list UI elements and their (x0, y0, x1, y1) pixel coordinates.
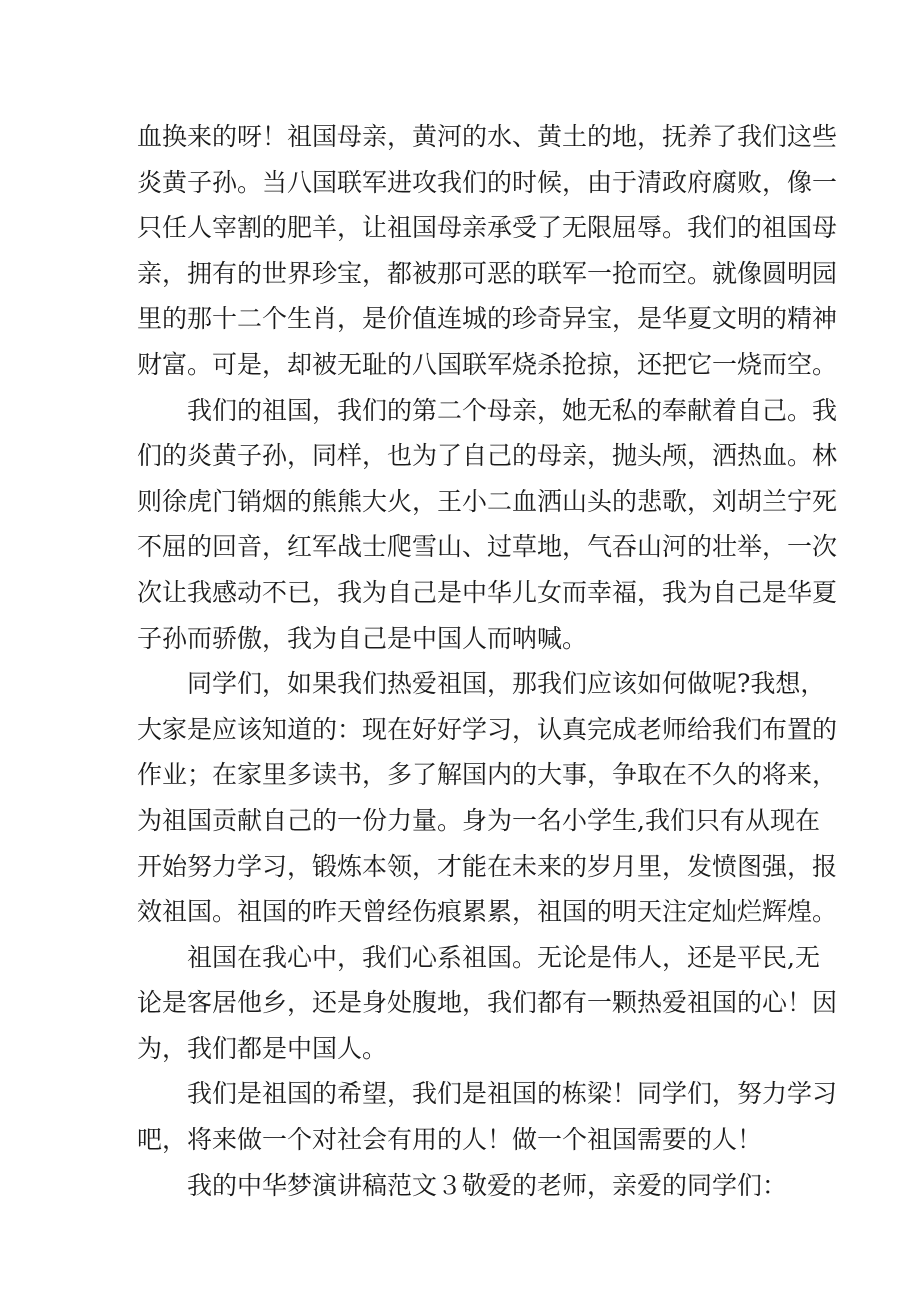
text-line: 子孙而骄傲，我为自己是中国人而呐喊。 (137, 623, 588, 653)
paragraph-first-line: 我们的祖国，我们的第二个母亲，她无私的奉献着自己。我 (187, 395, 838, 425)
text-line: 炎黄子孙。当八国联军进攻我们的时候，由于清政府腐败，像一 (137, 167, 838, 197)
text-line: 里的那十二个生肖，是价值连城的珍奇异宝，是华夏文明的精神 (137, 304, 838, 334)
document-body (137, 114, 838, 1208)
text-line: 论是客居他乡，还是身处腹地，我们都有一颗热爱祖国的心！因 (137, 988, 838, 1018)
text-line: 财富。可是，却被无耻的八国联军烧杀抢掠，还把它一烧而空。 (137, 349, 838, 379)
paragraph-first-line: 同学们，如果我们热爱祖国，那我们应该如何做呢?我想， (187, 669, 826, 699)
text-line: 大家是应该知道的：现在好好学习，认真完成老师给我们布置的 (137, 714, 838, 744)
text-line: 开始努力学习，锻炼本领，才能在未来的岁月里，发愤图强，报 (137, 851, 838, 881)
text-line: 则徐虎门销烟的熊熊大火，王小二血洒山头的悲歌，刘胡兰宁死 (137, 486, 838, 516)
text-line: 次让我感动不已，我为自己是中华儿女而幸福，我为自己是华夏 (137, 577, 838, 607)
text-line: 只任人宰割的肥羊，让祖国母亲承受了无限屈辱。我们的祖国母 (137, 213, 838, 243)
paragraph-first-line: 祖国在我心中，我们心系祖国。无论是伟人，还是平民,无 (187, 942, 820, 972)
text-line: 血换来的呀！祖国母亲，黄河的水、黄土的地，抚养了我们这些 (137, 122, 838, 151)
text-line: 为，我们都是中国人。 (137, 1033, 388, 1063)
text-line: 为祖国贡献自己的一份力量。身为一名小学生,我们只有从现在 (137, 805, 820, 835)
paragraph-first-line: 我的中华梦演讲稿范文３敬爱的老师，亲爱的同学们： (187, 1170, 788, 1200)
text-line: 们的炎黄子孙，同样，也为了自己的母亲，抛头颅，洒热血。林 (137, 441, 838, 471)
paragraph-first-line: 我们是祖国的希望，我们是祖国的栋梁！同学们，努力学习 (187, 1079, 838, 1109)
text-line: 亲，拥有的世界珍宝，都被那可恶的联军一抢而空。就像圆明园 (137, 258, 838, 288)
text-line: 作业；在家里多读书，多了解国内的大事，争取在不久的将来， (137, 760, 838, 790)
text-line: 吧，将来做一个对社会有用的人！做一个祖国需要的人！ (137, 1125, 763, 1155)
text-line: 效祖国。祖国的昨天曾经伤痕累累，祖国的明天注定灿烂辉煌。 (137, 897, 838, 927)
text-line: 不屈的回音，红军战士爬雪山、过草地，气吞山河的壮举，一次 (137, 532, 838, 562)
